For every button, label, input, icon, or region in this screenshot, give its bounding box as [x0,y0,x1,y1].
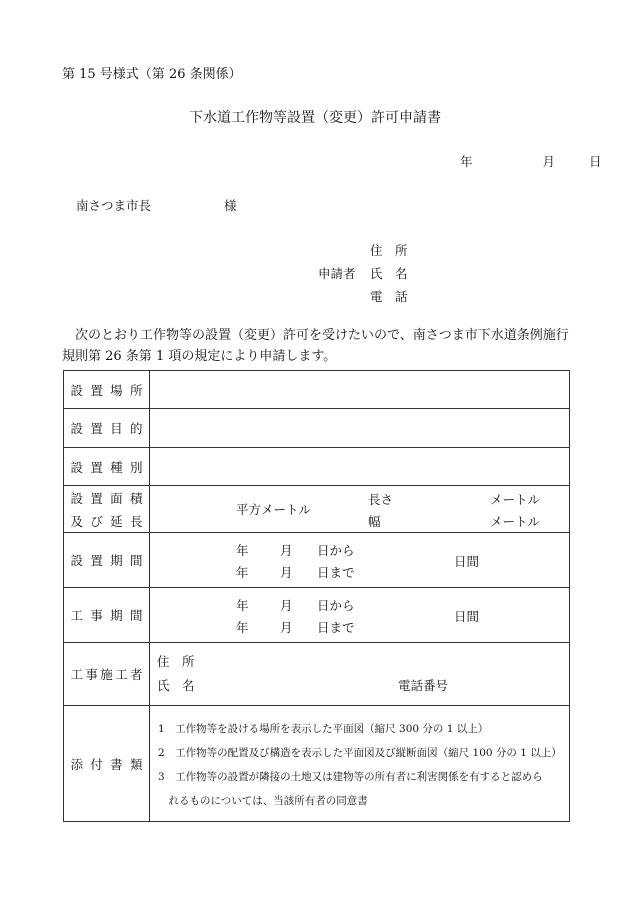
addressee-honorific: 様 [224,198,237,213]
applicant-address-label: 住 所 [370,243,408,258]
width-label: 幅 [368,514,381,529]
label-type: 設 置 種 別 [70,459,143,475]
work-from-day: 日から [317,598,355,613]
label-area-2: 及 び 延 長 [70,513,143,529]
applicant-heading: 申請者 [318,266,356,281]
work-from-month: 月 [280,598,293,613]
form-number: 第 15 号様式（第 26 条関係） [62,67,242,82]
work-to-month: 月 [280,620,293,635]
attachment-item: れるものについては、当該所有者の同意書 [158,795,368,807]
addressee [76,196,237,214]
date-line [460,152,602,170]
length-label: 長さ [368,492,394,507]
install-days: 日間 [454,554,480,569]
attachment-item: 3 工作物等の設置が隣接の土地又は建物等の所有者に利害関係を有すると認めら [158,771,543,783]
contractor-field[interactable] [150,643,570,706]
label-purpose: 設 置 目 的 [70,421,143,436]
install-to-year: 年 [236,565,249,580]
row-install-period [64,533,570,588]
row-attachments [64,706,570,822]
row-contractor [64,643,570,706]
contractor-name-label: 氏 名 [157,678,195,693]
label-area-1: 設 置 面 積 [70,490,143,506]
work-from-year: 年 [236,598,249,613]
work-days: 日間 [454,609,480,624]
label-install-period: 設 置 期 間 [70,553,143,568]
label-attachments: 添 付 書 類 [70,756,143,772]
date-year: 年 [460,154,473,169]
application-statement: 次のとおり工作物等の設置（変更）許可を受けたいので、南さつま市下水道条例施行規則第 26 条第 1 項の規定により申請します。 [62,328,569,364]
row-area [64,486,570,533]
attachment-item: 2 工作物等の配置及び構造を表示した平面図及び縦断面図（縮尺 100 分の 1 以上） [158,747,562,759]
contractor-phone-label: 電話番号 [398,678,449,693]
row-purpose [64,409,570,448]
date-month: 月 [542,154,555,169]
application-table [63,370,570,822]
row-type [64,448,570,486]
document-title: 下水道工作物等設置（変更）許可申請書 [189,110,441,126]
install-from-month: 月 [280,543,293,558]
install-period-field[interactable] [150,533,570,588]
work-to-day: 日まで [317,620,355,635]
label-work-period: 工 事 期 間 [70,608,143,623]
label-contractor: 工 事 施 工 者 [70,667,143,682]
work-period-field[interactable] [150,588,570,643]
date-day: 日 [588,154,602,169]
row-work-period [64,588,570,643]
purpose-field[interactable] [150,409,570,448]
applicant-name-label: 氏 名 [370,266,408,281]
work-to-year: 年 [236,620,249,635]
install-to-month: 月 [280,565,293,580]
location-field[interactable] [150,371,570,409]
install-from-day: 日から [317,543,355,558]
contractor-address-label: 住 所 [157,654,195,669]
area-unit: 平方メートル [236,502,312,517]
length-unit: メートル [490,492,541,507]
install-to-day: 日まで [317,565,355,580]
label-location: 設 置 場 所 [70,382,143,398]
width-unit: メートル [490,514,541,529]
attachment-item: 1 工作物等を設ける場所を表示した平面図（縮尺 300 分の 1 以上） [158,723,489,735]
addressee-name: 南さつま市長 [76,198,152,213]
area-field[interactable] [150,486,570,533]
install-from-year: 年 [236,543,249,558]
type-field[interactable] [150,448,570,486]
applicant-phone-label: 電 話 [370,289,408,304]
attachments-field [150,706,570,822]
row-location [64,371,570,409]
attachment-list [150,714,569,813]
